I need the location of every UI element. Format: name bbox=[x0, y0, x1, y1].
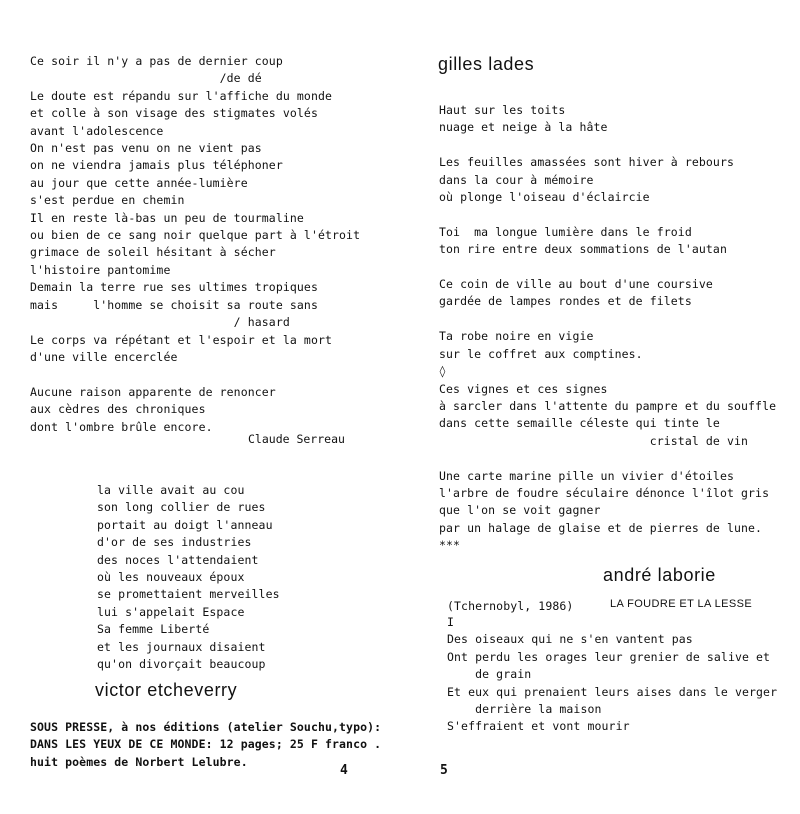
poem-laborie bbox=[447, 614, 799, 736]
subtitle-right: LA FOUDRE ET LA LESSE bbox=[610, 598, 753, 610]
poem-etcheverry bbox=[97, 482, 397, 673]
poem-line: à sarcler dans l'attente du pampre et du souffle bbox=[439, 398, 777, 413]
poem-line: Le corps va répétant et l'espoir et la mort bbox=[30, 332, 333, 347]
poem-line: Et eux qui prenaient leurs aises dans le verger bbox=[447, 684, 778, 699]
poem-line: où plonge l'oiseau d'éclaircie bbox=[439, 190, 650, 205]
author-victor-etcheverry: victor etcheverry bbox=[95, 680, 238, 700]
poem-line: son long collier de rues bbox=[97, 500, 266, 515]
author-gilles-lades: gilles lades bbox=[438, 54, 535, 74]
poem-lades bbox=[439, 102, 799, 555]
poem-line: Demain la terre rue ses ultimes tropiques bbox=[30, 280, 318, 295]
poem-line: Ce soir il n'y a pas de dernier coup bbox=[30, 54, 283, 68]
page-number-left: 4 bbox=[340, 763, 348, 778]
poem-line: que l'on se voit gagner bbox=[439, 503, 601, 518]
poem-line: S'effraient et vont mourir bbox=[447, 719, 630, 734]
footer-line: DANS LES YEUX DE CE MONDE: 12 pages; 25 F franco . bbox=[30, 737, 382, 752]
poem-line: ton rire entre deux sommations de l'autan bbox=[439, 242, 727, 257]
poem-line: Une carte marine pille un vivier d'étoiles bbox=[439, 468, 734, 483]
poem-line: sur le coffret aux comptines. bbox=[439, 346, 643, 361]
poem-line: avant l'adolescence bbox=[30, 123, 164, 138]
poem-line: Ces vignes et ces signes bbox=[439, 381, 608, 396]
poem-line: / hasard bbox=[30, 315, 290, 330]
poem-line: cristal de vin bbox=[439, 433, 749, 448]
poem-line: dans cette semaille céleste qui tinte le bbox=[439, 416, 720, 431]
footer-line: huit poèmes de Norbert Lelubre. bbox=[30, 754, 248, 769]
poem-line bbox=[30, 366, 400, 383]
poem-line: Haut sur les toits bbox=[439, 103, 566, 117]
poem-line: et les journaux disaient bbox=[97, 639, 266, 654]
subtitle-poem-title bbox=[610, 596, 752, 613]
poem-line: On n'est pas venu on ne vient pas bbox=[30, 141, 262, 156]
poem-line: et colle à son visage des stigmates volés bbox=[30, 106, 318, 121]
poem-line: l'arbre de foudre séculaire dénonce l'îlot gris bbox=[439, 485, 770, 500]
poem-line: Aucune raison apparente de renoncer bbox=[30, 384, 276, 399]
poem-line: Ont perdu les orages leur grenier de salive et bbox=[447, 649, 771, 664]
poem-line: Des oiseaux qui ne s'en vantent pas bbox=[447, 632, 693, 647]
poem-line bbox=[439, 259, 799, 276]
poem-line: /de dé bbox=[30, 71, 262, 86]
poem-line: d'une ville encerclée bbox=[30, 349, 178, 364]
poem-line: de grain bbox=[447, 667, 532, 682]
poem-serreau bbox=[30, 53, 400, 436]
subtitle-date bbox=[447, 598, 573, 615]
poem-line: gardée de lampes rondes et de filets bbox=[439, 294, 692, 309]
diamond-separator: ◊ bbox=[439, 364, 447, 379]
poem-line: derrière la maison bbox=[447, 702, 602, 717]
poem-line: Les feuilles amassées sont hiver à rebours bbox=[439, 155, 734, 170]
poem-line: au jour que cette année-lumière bbox=[30, 175, 248, 190]
poem-line bbox=[439, 206, 799, 223]
poem-line: nuage et neige à la hâte bbox=[439, 120, 608, 135]
asterism-separator: *** bbox=[439, 538, 461, 553]
poem-line: mais l'homme se choisit sa route sans bbox=[30, 297, 318, 312]
poem-line: où les nouveaux époux bbox=[97, 570, 245, 585]
signature-claude-serreau: Claude Serreau bbox=[248, 432, 345, 446]
poem-line: d'or de ses industries bbox=[97, 535, 252, 550]
right-page bbox=[400, 0, 800, 814]
poem-line: ou bien de ce sang noir quelque part à l'étroit bbox=[30, 228, 361, 243]
poem-line: dans la cour à mémoire bbox=[439, 172, 594, 187]
poem-line bbox=[439, 450, 799, 467]
poem-line: lui s'appelait Espace bbox=[97, 604, 245, 619]
poem-line: Ta robe noire en vigie bbox=[439, 329, 594, 344]
poem-line: Ce coin de ville au bout d'une coursive bbox=[439, 277, 713, 292]
page-number-right: 5 bbox=[440, 763, 448, 778]
poem-line: portait au doigt l'anneau bbox=[97, 517, 273, 532]
poem-line: se promettaient merveilles bbox=[97, 587, 280, 602]
poem-line: l'histoire pantomime bbox=[30, 262, 171, 277]
poem-line bbox=[439, 311, 799, 328]
poem-line: Le doute est répandu sur l'affiche du monde bbox=[30, 88, 333, 103]
poem-line: des noces l'attendaient bbox=[97, 552, 259, 567]
poem-line: s'est perdue en chemin bbox=[30, 193, 185, 208]
author-andre-laborie: andré laborie bbox=[603, 565, 716, 585]
footer-line: SOUS PRESSE, à nos éditions (atelier Souchu,typo): bbox=[30, 720, 382, 734]
poem-line: par un halage de glaise et de pierres de lune. bbox=[439, 520, 763, 535]
poem-line bbox=[439, 137, 799, 154]
poem-line: Il en reste là-bas un peu de tourmaline bbox=[30, 210, 304, 225]
poem-line: grimace de soleil hésitant à sécher bbox=[30, 245, 276, 260]
poem-line: aux cèdres des chroniques bbox=[30, 402, 206, 417]
poem-line: I bbox=[447, 615, 455, 629]
poem-line: qu'on divorçait beaucoup bbox=[97, 657, 266, 672]
poem-line: Sa femme Liberté bbox=[97, 622, 210, 637]
poem-line: la ville avait au cou bbox=[97, 483, 245, 497]
subtitle-left: (Tchernobyl, 1986) bbox=[447, 599, 574, 613]
poem-line: Toi ma longue lumière dans le froid bbox=[439, 224, 692, 239]
poem-line: dont l'ombre brûle encore. bbox=[30, 419, 213, 434]
poem-line: on ne viendra jamais plus téléphoner bbox=[30, 158, 283, 173]
